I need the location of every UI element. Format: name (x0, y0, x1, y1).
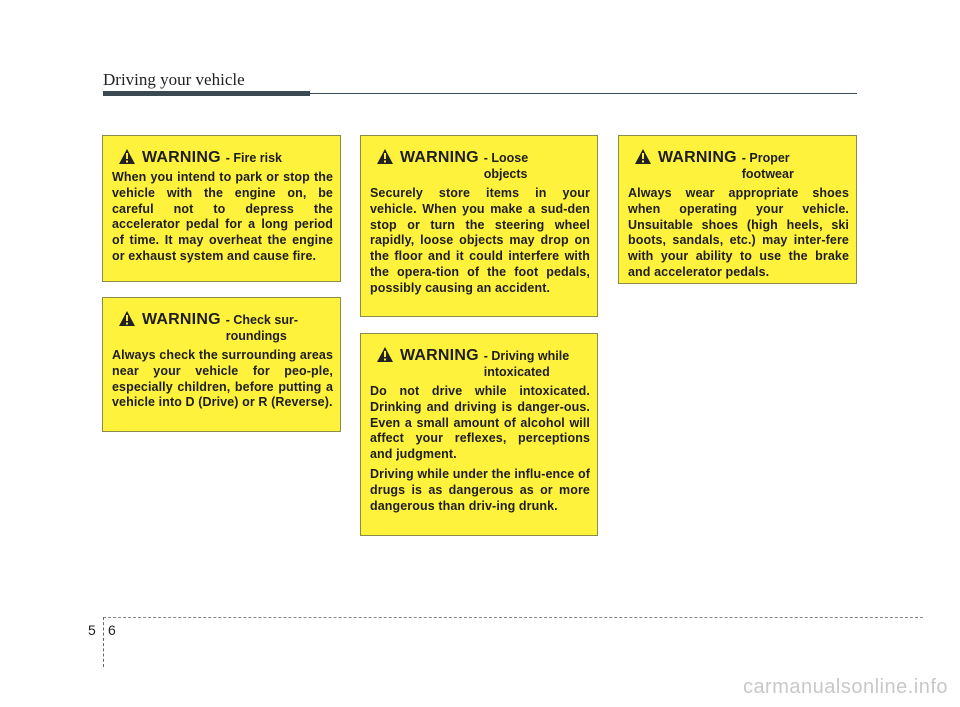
watermark: carmanualsonline.info (742, 676, 948, 698)
warning-box-driving-intoxicated (360, 333, 598, 536)
warning-text: When you intend to park or stop the vehicle with the engine on, be careful not to depress the accelerator pedal for a long period of time. It may overheat the engine or exhaust system and cause fire. (112, 170, 333, 263)
footer-rule (103, 617, 923, 618)
warning-triangle-icon (634, 148, 652, 165)
warning-box-loose-objects (360, 135, 598, 317)
warning-label: WARNING (400, 149, 479, 166)
warning-triangle-icon (376, 148, 394, 165)
warning-subtitle: - Check sur- roundings (225, 313, 298, 343)
warning-box-proper-footwear (618, 135, 857, 284)
warning-text: Do not drive while intoxicated. Drinking and driving is danger-ous. Even a small amount of alcohol will affect your reflexes, perceptions and judgment. (370, 384, 590, 462)
footer-divider (103, 617, 104, 667)
header-rule (310, 93, 857, 94)
chapter-number: 5 (88, 622, 96, 638)
warning-label: WARNING (658, 149, 737, 166)
warning-text: Always check the surrounding areas near your vehicle for peo-ple, especially children, before putting a vehicle into D (Drive) or R (Reverse). (112, 348, 333, 410)
page-header-title: Driving your vehicle (103, 70, 245, 89)
warning-triangle-icon (118, 148, 136, 165)
warning-subtitle: - Fire risk (225, 151, 283, 165)
page-number: 6 (108, 622, 116, 638)
warning-label: WARNING (142, 311, 221, 328)
warning-label: WARNING (142, 149, 221, 166)
warning-text: Securely store items in your vehicle. When you make a sud-den stop or turn the steering wheel rapidly, loose objects may drop on the floor and it could interfere with the opera-tion of the foot pedals, possibly causing an accident. (370, 186, 590, 295)
warning-subtitle: - Proper footwear (741, 151, 794, 181)
warning-box-check-surroundings (102, 297, 341, 432)
warning-text: Always wear appropriate shoes when operating your vehicle. Unsuitable shoes (high heels, ski boots, sandals, etc.) may inter-fere with your ability to use the brake and accelerator pedals. (628, 186, 849, 279)
header-bar (103, 91, 310, 96)
warning-triangle-icon (376, 346, 394, 363)
warning-triangle-icon (118, 310, 136, 327)
warning-subtitle: - Loose objects (483, 151, 529, 181)
warning-box-fire-risk (102, 135, 341, 282)
warning-subtitle: - Driving while intoxicated (483, 349, 570, 379)
warning-text: Driving while under the influ-ence of drugs is as dangerous as or more dangerous than driv-ing drunk. (370, 466, 590, 513)
warning-label: WARNING (400, 347, 479, 364)
